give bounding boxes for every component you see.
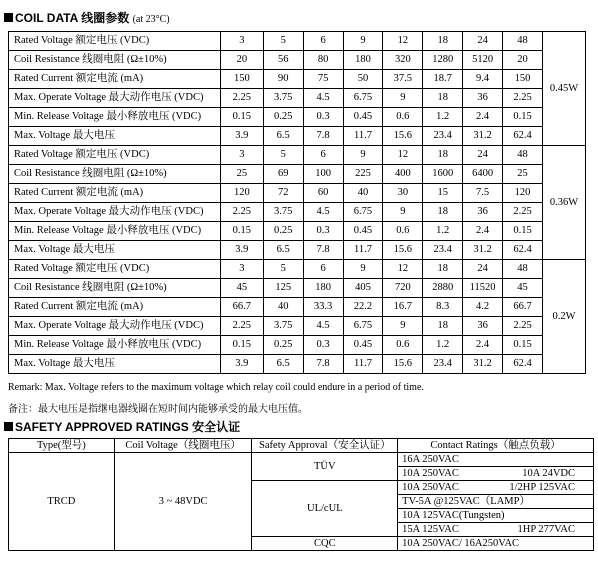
value-cell: 1280 — [423, 51, 463, 70]
approval-name-cell: TÜV — [252, 453, 398, 481]
row-label: Min. Release Voltage 最小释放电压 (VDC) — [9, 222, 221, 241]
coil-power-cell: 0.36W — [542, 146, 585, 260]
row-label: Max. Operate Voltage 最大动作电压 (VDC) — [9, 203, 221, 222]
value-cell: 3 — [220, 146, 263, 165]
value-cell: 180 — [303, 279, 343, 298]
value-cell: 0.3 — [303, 222, 343, 241]
coil-table-row — [9, 108, 586, 127]
value-cell: 7.5 — [463, 184, 503, 203]
value-cell: 4.5 — [303, 203, 343, 222]
value-cell: 0.6 — [383, 336, 423, 355]
value-cell: 9.4 — [463, 70, 503, 89]
value-cell: 30 — [383, 184, 423, 203]
value-cell: 7.8 — [303, 241, 343, 260]
value-cell: 225 — [343, 165, 383, 184]
value-cell: 22.2 — [343, 298, 383, 317]
value-cell: 0.6 — [383, 108, 423, 127]
value-cell: 1600 — [423, 165, 463, 184]
value-cell: 4.2 — [463, 298, 503, 317]
value-cell: 5 — [263, 32, 303, 51]
value-cell: 25 — [503, 165, 543, 184]
coil-table-row — [9, 89, 586, 108]
row-label: Rated Voltage 额定电压 (VDC) — [9, 32, 221, 51]
value-cell: 11.7 — [343, 127, 383, 146]
row-label: Coil Resistance 线圈电阻 (Ω±10%) — [9, 279, 221, 298]
row-label: Rated Current 额定电流 (mA) — [9, 184, 221, 203]
header-cell: Type(型号) — [9, 439, 115, 453]
value-cell: 125 — [263, 279, 303, 298]
coil-table-row — [9, 165, 586, 184]
value-cell: 0.25 — [263, 336, 303, 355]
value-cell: 3.75 — [263, 317, 303, 336]
value-cell: 2880 — [423, 279, 463, 298]
value-cell: 80 — [303, 51, 343, 70]
value-cell: 11.7 — [343, 241, 383, 260]
value-cell: 45 — [220, 279, 263, 298]
value-cell: 45 — [503, 279, 543, 298]
value-cell: 2.25 — [503, 317, 543, 336]
value-cell: 120 — [503, 184, 543, 203]
value-cell: 4.5 — [303, 89, 343, 108]
value-cell: 6.75 — [343, 317, 383, 336]
rating-text: 10A 250VAC — [402, 481, 459, 493]
coil-table-row — [9, 203, 586, 222]
coil-table-row — [9, 184, 586, 203]
value-cell: 16.7 — [383, 298, 423, 317]
value-cell: 720 — [383, 279, 423, 298]
value-cell: 18 — [423, 146, 463, 165]
value-cell: 9 — [383, 317, 423, 336]
value-cell: 36 — [463, 203, 503, 222]
row-label: Max. Voltage 最大电压 — [9, 127, 221, 146]
value-cell: 15.6 — [383, 355, 423, 374]
value-cell: 2.25 — [220, 317, 263, 336]
value-cell: 0.45 — [343, 108, 383, 127]
coil-table-row — [9, 146, 586, 165]
value-cell: 25 — [220, 165, 263, 184]
value-cell: 5120 — [463, 51, 503, 70]
value-cell: 18 — [423, 32, 463, 51]
header-cell: Coil Voltage（线圈电压） — [114, 439, 252, 453]
value-cell: 90 — [263, 70, 303, 89]
value-cell: 1.2 — [423, 336, 463, 355]
approval-name-cell: UL/cUL — [252, 481, 398, 537]
value-cell: 20 — [220, 51, 263, 70]
value-cell: 9 — [343, 32, 383, 51]
value-cell: 48 — [503, 32, 543, 51]
row-label: Coil Resistance 线圈电阻 (Ω±10%) — [9, 165, 221, 184]
value-cell: 6 — [303, 260, 343, 279]
value-cell: 2.4 — [463, 336, 503, 355]
square-bullet-icon — [4, 13, 13, 22]
value-cell: 48 — [503, 146, 543, 165]
row-label: Rated Current 额定电流 (mA) — [9, 298, 221, 317]
value-cell: 36 — [463, 317, 503, 336]
value-cell: 9 — [383, 203, 423, 222]
coil-table-row — [9, 298, 586, 317]
value-cell: 9 — [383, 89, 423, 108]
value-cell: 2.25 — [220, 89, 263, 108]
value-cell: 5 — [263, 260, 303, 279]
type-cell: TRCD — [9, 453, 115, 551]
value-cell: 0.15 — [503, 108, 543, 127]
rating-text-right: 1HP 277VAC — [517, 523, 575, 535]
value-cell: 2.25 — [220, 203, 263, 222]
value-cell: 23.4 — [423, 127, 463, 146]
value-cell: 320 — [383, 51, 423, 70]
safety-rating-row — [9, 453, 594, 467]
value-cell: 1.2 — [423, 222, 463, 241]
coil-table-row — [9, 355, 586, 374]
value-cell: 31.2 — [463, 241, 503, 260]
value-cell: 31.2 — [463, 355, 503, 374]
value-cell: 48 — [503, 260, 543, 279]
value-cell: 2.25 — [503, 203, 543, 222]
value-cell: 405 — [343, 279, 383, 298]
value-cell: 40 — [343, 184, 383, 203]
rating-text: 15A 125VAC — [402, 523, 459, 535]
value-cell: 3 — [220, 32, 263, 51]
value-cell: 24 — [463, 32, 503, 51]
value-cell: 120 — [220, 184, 263, 203]
value-cell: 3.75 — [263, 203, 303, 222]
value-cell: 0.3 — [303, 108, 343, 127]
row-label: Rated Voltage 额定电压 (VDC) — [9, 260, 221, 279]
value-cell: 40 — [263, 298, 303, 317]
value-cell: 75 — [303, 70, 343, 89]
value-cell: 9 — [343, 260, 383, 279]
row-label: Coil Resistance 线圈电阻 (Ω±10%) — [9, 51, 221, 70]
row-label: Min. Release Voltage 最小释放电压 (VDC) — [9, 336, 221, 355]
value-cell: 100 — [303, 165, 343, 184]
value-cell: 0.45 — [343, 336, 383, 355]
value-cell: 8.3 — [423, 298, 463, 317]
rating-text-right: 1/2HP 125VAC — [509, 481, 575, 493]
rating-text: 10A 125VAC(Tungsten) — [402, 509, 505, 521]
coil-table-row — [9, 127, 586, 146]
value-cell: 6 — [303, 146, 343, 165]
value-cell: 62.4 — [503, 241, 543, 260]
value-cell: 69 — [263, 165, 303, 184]
approval-name-cell: CQC — [252, 537, 398, 551]
value-cell: 6.5 — [263, 241, 303, 260]
value-cell: 0.6 — [383, 222, 423, 241]
coil-table-row — [9, 51, 586, 70]
value-cell: 24 — [463, 260, 503, 279]
coil-data-table — [8, 31, 586, 374]
contact-rating-cell — [398, 495, 594, 509]
value-cell: 66.7 — [503, 298, 543, 317]
value-cell: 1.2 — [423, 108, 463, 127]
value-cell: 3 — [220, 260, 263, 279]
square-bullet-icon — [4, 422, 13, 431]
row-label: Max. Voltage 最大电压 — [9, 355, 221, 374]
header-cell: Contact Ratings（触点负载） — [398, 439, 594, 453]
value-cell: 50 — [343, 70, 383, 89]
row-label: Max. Voltage 最大电压 — [9, 241, 221, 260]
value-cell: 37.5 — [383, 70, 423, 89]
value-cell: 3.75 — [263, 89, 303, 108]
coil-table-row — [9, 70, 586, 89]
coil-table-row — [9, 279, 586, 298]
contact-rating-cell — [398, 509, 594, 523]
rating-text: 10A 250VAC/ 16A250VAC — [402, 537, 520, 549]
value-cell: 62.4 — [503, 355, 543, 374]
value-cell: 18 — [423, 89, 463, 108]
header-cell: Safety Approval（安全认证） — [252, 439, 398, 453]
safety-ratings-title: SAFETY APPROVED RATINGS 安全认证 — [4, 418, 240, 435]
value-cell: 23.4 — [423, 355, 463, 374]
row-label: Max. Operate Voltage 最大动作电压 (VDC) — [9, 89, 221, 108]
value-cell: 31.2 — [463, 127, 503, 146]
value-cell: 36 — [463, 89, 503, 108]
contact-rating-cell — [398, 453, 594, 467]
contact-rating-cell — [398, 481, 594, 495]
value-cell: 7.8 — [303, 355, 343, 374]
value-cell: 15 — [423, 184, 463, 203]
contact-rating-cell — [398, 537, 594, 551]
value-cell: 150 — [503, 70, 543, 89]
value-cell: 11.7 — [343, 355, 383, 374]
value-cell: 9 — [343, 146, 383, 165]
value-cell: 0.45 — [343, 222, 383, 241]
value-cell: 0.15 — [503, 222, 543, 241]
coil-table-row — [9, 336, 586, 355]
value-cell: 12 — [383, 260, 423, 279]
safety-header-row — [9, 439, 594, 453]
row-label: Rated Voltage 额定电压 (VDC) — [9, 146, 221, 165]
value-cell: 62.4 — [503, 127, 543, 146]
value-cell: 33.3 — [303, 298, 343, 317]
value-cell: 7.8 — [303, 127, 343, 146]
value-cell: 6.5 — [263, 355, 303, 374]
coil-table-row — [9, 260, 586, 279]
value-cell: 150 — [220, 70, 263, 89]
coil-table-row — [9, 241, 586, 260]
value-cell: 66.7 — [220, 298, 263, 317]
contact-rating-cell — [398, 523, 594, 537]
value-cell: 18 — [423, 260, 463, 279]
value-cell: 3.9 — [220, 355, 263, 374]
value-cell: 5 — [263, 146, 303, 165]
value-cell: 6.75 — [343, 89, 383, 108]
row-label: Max. Operate Voltage 最大动作电压 (VDC) — [9, 317, 221, 336]
coil-table-row — [9, 317, 586, 336]
value-cell: 6 — [303, 32, 343, 51]
value-cell: 0.15 — [220, 108, 263, 127]
value-cell: 3.9 — [220, 241, 263, 260]
rating-text: 10A 250VAC — [402, 467, 459, 479]
value-cell: 11520 — [463, 279, 503, 298]
value-cell: 400 — [383, 165, 423, 184]
value-cell: 15.6 — [383, 241, 423, 260]
value-cell: 0.15 — [220, 336, 263, 355]
value-cell: 2.4 — [463, 108, 503, 127]
value-cell: 12 — [383, 146, 423, 165]
row-label: Rated Current 额定电流 (mA) — [9, 70, 221, 89]
coil-voltage-cell: 3 ~ 48VDC — [114, 453, 252, 551]
value-cell: 72 — [263, 184, 303, 203]
coil-data-title: COIL DATA 线圈参数 (at 23°C) — [4, 9, 170, 26]
value-cell: 20 — [503, 51, 543, 70]
value-cell: 15.6 — [383, 127, 423, 146]
value-cell: 2.4 — [463, 222, 503, 241]
rating-text: 16A 250VAC — [402, 453, 459, 465]
remark-chinese: 备注：最大电压是指继电器线圈在短时间内能够承受的最大电压值。 — [8, 404, 308, 415]
value-cell: 18.7 — [423, 70, 463, 89]
value-cell: 23.4 — [423, 241, 463, 260]
coil-table-row — [9, 222, 586, 241]
value-cell: 24 — [463, 146, 503, 165]
safety-ratings-table — [8, 438, 594, 551]
value-cell: 6.5 — [263, 127, 303, 146]
rating-text-right: 10A 24VDC — [522, 467, 575, 479]
value-cell: 2.25 — [503, 89, 543, 108]
value-cell: 6.75 — [343, 203, 383, 222]
value-cell: 0.3 — [303, 336, 343, 355]
rating-text: TV-5A @125VAC（LAMP） — [402, 495, 530, 507]
temperature-note: (at 23°C) — [132, 14, 170, 25]
value-cell: 0.25 — [263, 222, 303, 241]
value-cell: 18 — [423, 317, 463, 336]
coil-power-cell: 0.45W — [542, 32, 585, 146]
row-label: Min. Release Voltage 最小释放电压 (VDC) — [9, 108, 221, 127]
value-cell: 12 — [383, 32, 423, 51]
value-cell: 0.15 — [503, 336, 543, 355]
coil-table-row — [9, 32, 586, 51]
value-cell: 60 — [303, 184, 343, 203]
value-cell: 0.25 — [263, 108, 303, 127]
value-cell: 0.15 — [220, 222, 263, 241]
coil-power-cell: 0.2W — [542, 260, 585, 374]
remark-english: Remark: Max. Voltage refers to the maximum voltage which relay coil could endure in a period of time. — [8, 382, 424, 393]
contact-rating-cell — [398, 467, 594, 481]
value-cell: 18 — [423, 203, 463, 222]
value-cell: 56 — [263, 51, 303, 70]
value-cell: 4.5 — [303, 317, 343, 336]
value-cell: 180 — [343, 51, 383, 70]
value-cell: 3.9 — [220, 127, 263, 146]
value-cell: 6400 — [463, 165, 503, 184]
